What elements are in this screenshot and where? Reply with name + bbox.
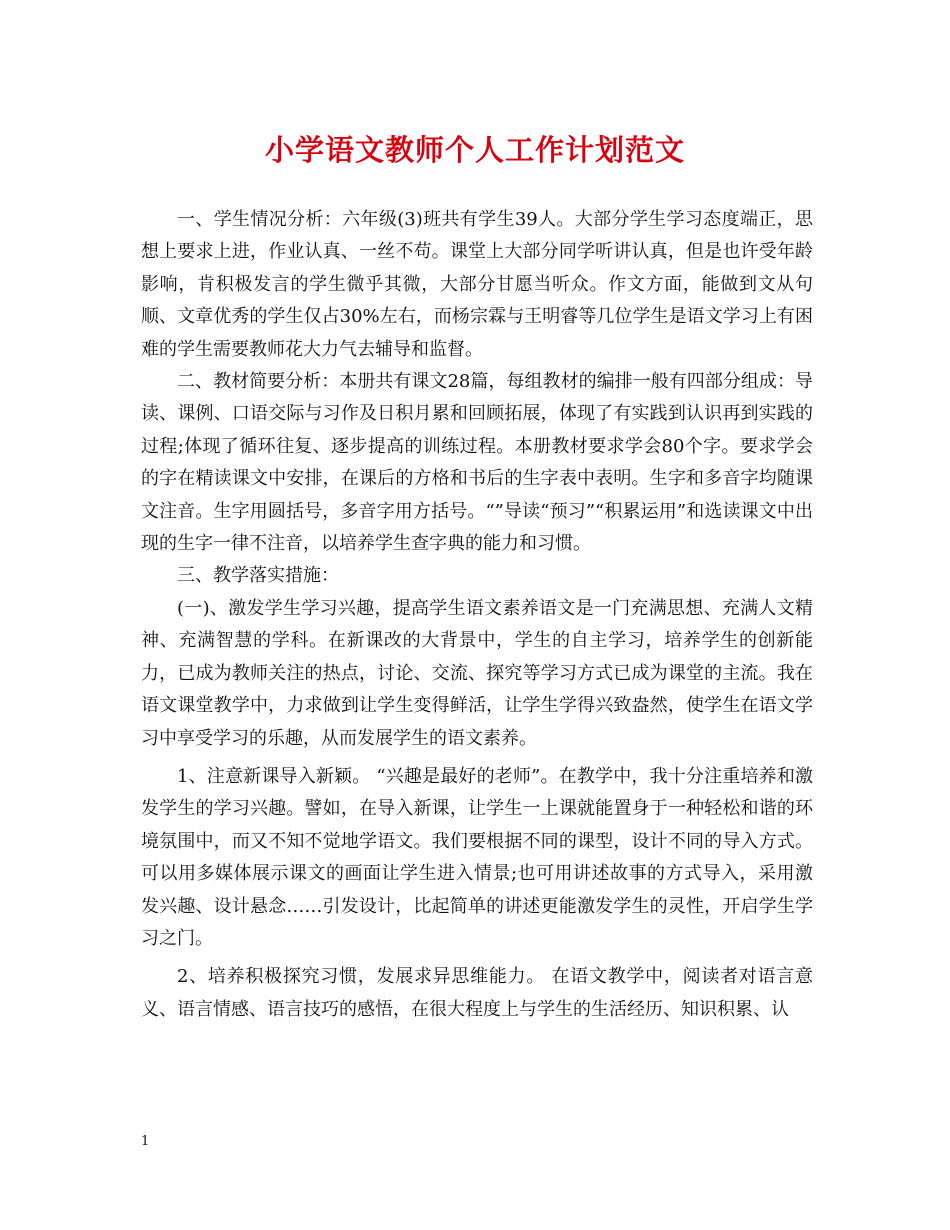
- page-number: 1: [141, 1134, 150, 1149]
- paragraph-textbook-analysis: 二、教材简要分析：本册共有课文28篇，每组教材的编排一般有四部分组成：导读、课例、口语交际与习作及日积月累和回顾拓展，体现了有实践到认识再到实践的过程;体现了循环往复、逐步提高的训练过程。本册教材要求学会80个字。要求学会的字在精读课文中安排，在课后的方格和书后的生字表中表明。生字和多音字均随课文注音。生字用圆括号，多音字用方括号。“”导读“预习”“积累运用”和选读课文中出现的生字一律不注音，以培养学生查字典的能力和习惯。: [141, 371, 813, 555]
- paragraph-inquiry-habits: 2、培养积极探究习惯，发展求异思维能力。 在语文教学中，阅读者对语言意义、语言情感、语言技巧的感悟，在很大程度上与学生的生活经历、知识积累、认: [141, 966, 813, 1020]
- paragraph-student-analysis: 一、学生情况分析：六年级(3)班共有学生39人。大部分学生学习态度端正，思想上要求上进，作业认真、一丝不苟。课堂上大部分同学听讲认真，但是也许受年龄影响，肯积极发言的学生微乎其微，大部分甘愿当听众。作文方面，能做到文从句顺、文章优秀的学生仅占30%左右，而杨宗霖与王明睿等几位学生是语文学习上有困难的学生需要教师花大力气去辅导和监督。: [141, 209, 813, 360]
- document-body: [141, 204, 813, 1026]
- paragraph-interest-section: (一)、激发学生学习兴趣，提高学生语文素养语文是一门充满思想、充满人文精神、充满智慧的学科。在新课改的大背景中，学生的自主学习，培养学生的创新能力，已成为教师关注的热点，讨论、交流、探究等学习方式已成为课堂的主流。我在语文课堂教学中，力求做到让学生变得鲜活，让学生学得兴致盎然，使学生在语文学习中享受学习的乐趣，从而发展学生的语文素养。: [141, 597, 813, 749]
- paragraph-new-lesson-intro: 1、注意新课导入新颖。 “兴趣是最好的老师”。在教学中，我十分注重培养和激发学生的学习兴趣。譬如，在导入新课，让学生一上课就能置身于一种轻松和谐的环境氛围中，而又不知不觉地学语文。我们要根据不同的课型，设计不同的导入方式。可以用多媒体展示课文的画面让学生进入情景;也可用讲述故事的方式导入，采用激发兴趣、设计悬念……引发设计，比起简单的讲述更能激发学生的灵性，开启学生学习之门。: [141, 765, 813, 949]
- document-title: 小学语文教师个人工作计划范文: [264, 133, 685, 167]
- paragraph-measures-heading: 三、教学落实措施：: [177, 565, 339, 587]
